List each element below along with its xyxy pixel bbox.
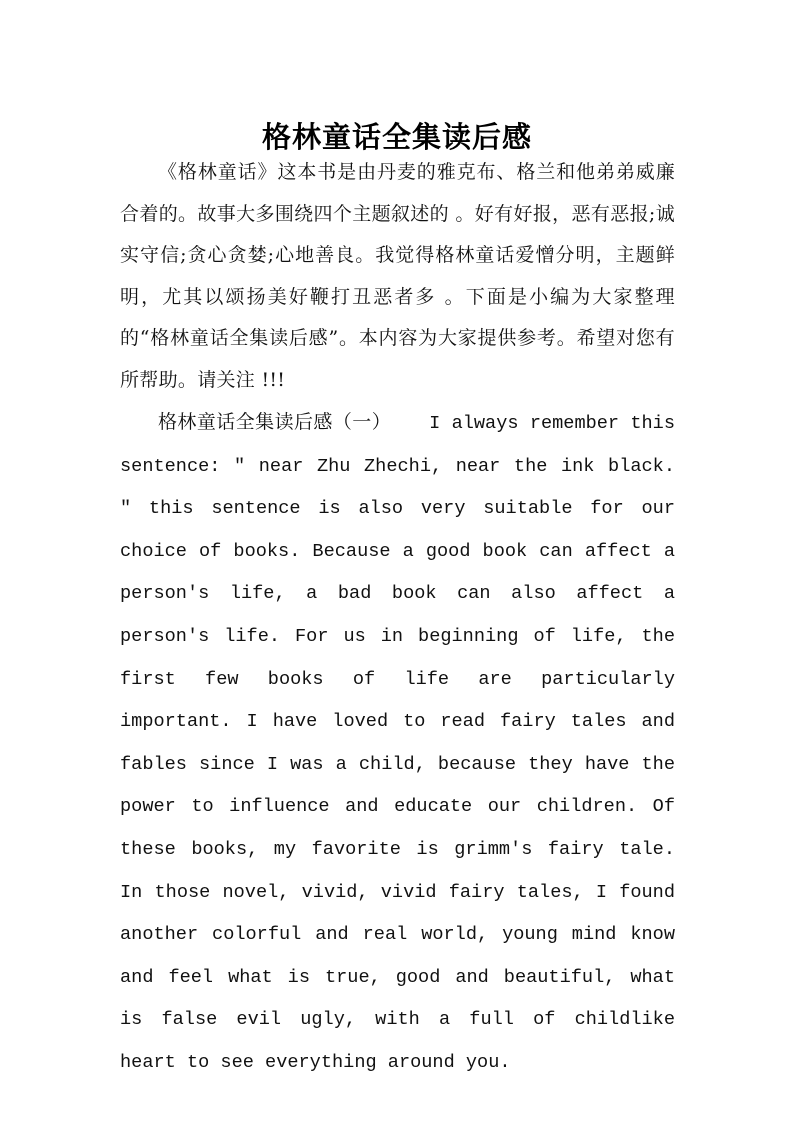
essay-paragraph (120, 402, 675, 1084)
section-heading: 格林童话全集读后感（一） (158, 411, 392, 433)
intro-paragraph: 《格林童话》这本书是由丹麦的雅克布、格兰和他弟弟威廉合着的。故事大多围绕四个主题叙述的 。好有好报，恶有恶报;诚实守信;贪心贪婪;心地善良。我觉得格林童话爱憎分明，主题鲜明，尤其以颂扬美好鞭打丑恶者多 。下面是小编为大家整理的“格林童话全集读后感”。本内容为大家提供参考。希望对您有所帮助。请关注 !!! (120, 161, 675, 391)
document-title: 格林童话全集读后感 (261, 120, 532, 155)
section-body: I always remember this sentence: ″ near Zhu Zhechi, near the ink black. ″ this sentence is also very suitable for our choice of books. Because a good book can affect a person′s life, a bad book can also affect a person′s life. For us in beginning of life, the first few books of life are particularly important. I have loved to read fairy tales and fables since I was a child, because they have the power to influence and educate our children. Of these books, my favorite is grimm′s fairy tale. In those novel, vivid, vivid fairy tales, I found another colorful and real world, young mind know and feel what is true, good and beautiful, what is false evil ugly, with a full of childlike heart to see everything around you. (120, 413, 675, 1073)
